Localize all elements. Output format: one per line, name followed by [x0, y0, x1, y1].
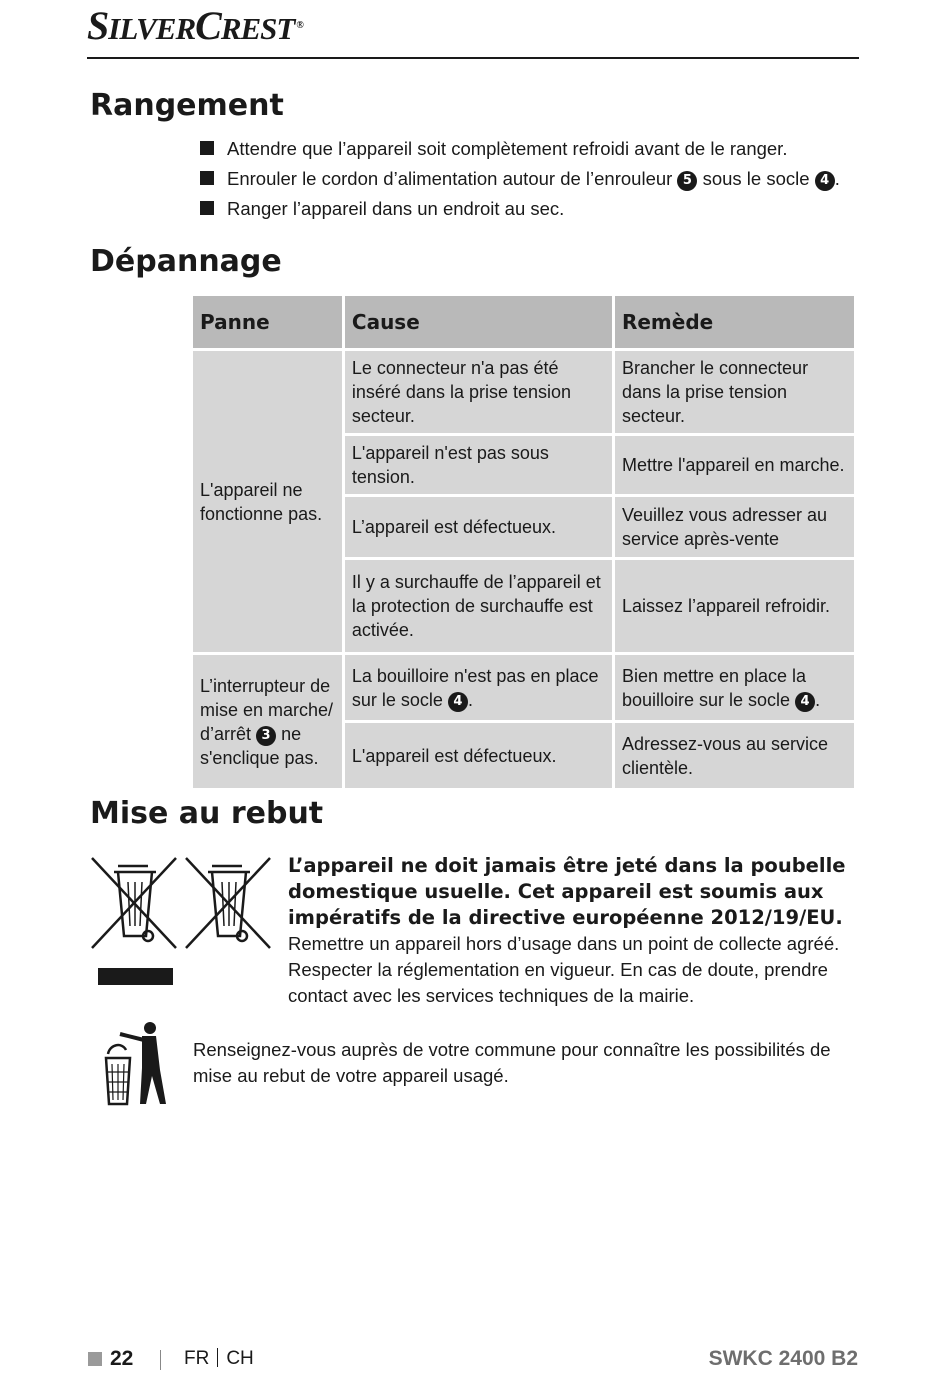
storage-item: Attendre que l’appareil soit complètement refroidi avant de le ranger.: [198, 136, 858, 166]
table-row: [193, 655, 854, 720]
cause-cell: L’appareil est défectueux.: [345, 497, 612, 557]
number-3-badge: 3: [256, 726, 276, 746]
number-4-badge: 4: [795, 692, 815, 712]
panne-cell: L'appareil ne fonctionne pas.: [193, 351, 342, 652]
crossed-bin-icons: [88, 856, 278, 990]
model-number: SWKC 2400 B2: [708, 1347, 858, 1370]
section-title-depannage: Dépannage: [90, 244, 282, 279]
page-number: 22: [110, 1347, 134, 1370]
cause-cell: Il y a surchauffe de l’appareil et la protection de surchauffe est activée.: [345, 560, 612, 652]
cause-cell: L'appareil est défectueux.: [345, 723, 612, 788]
header-remede: Remède: [615, 296, 854, 348]
number-5-badge: 5: [677, 171, 697, 191]
disposal-warning: L’appareil ne doit jamais être jeté dans la poubelle domestique usuelle. Cet appareil est soumis aux impératifs de la directive européenne 2012/19/EU.: [288, 854, 846, 929]
section-title-mise-au-rebut: Mise au rebut: [90, 796, 324, 831]
silvercrest-logo: SILVERCREST ®: [87, 3, 303, 48]
table-row: [193, 351, 854, 433]
panne-cell: L’interrupteur de mise en marche/ d’arrêt 3 ne s'enclique pas.: [193, 655, 342, 788]
remede-cell: Brancher le connecteur dans la prise tension secteur.: [615, 351, 854, 433]
cause-cell: L'appareil n'est pas sous tension.: [345, 436, 612, 494]
storage-item: Ranger l’appareil dans un endroit au sec.: [198, 196, 858, 226]
cause-cell: Le connecteur n'a pas été inséré dans la prise tension secteur.: [345, 351, 612, 433]
storage-list: [198, 136, 858, 226]
footer-divider: [160, 1350, 161, 1370]
language-codes: FR CH: [184, 1348, 254, 1369]
section-title-rangement: Rangement: [90, 88, 284, 123]
number-4-badge: 4: [448, 692, 468, 712]
number-4-badge: 4: [815, 171, 835, 191]
disposal-text: Remettre un appareil hors d’usage dans un point de collecte agréé. Respecter la réglementation en vigueur. En cas de doute, prendre contact avec les services techniques de la mairie.: [288, 933, 840, 1006]
footer-square-icon: [88, 1352, 102, 1366]
storage-item: Enrouler le cordon d’alimentation autour de l’enrouleur 5 sous le socle 4 .: [198, 166, 858, 196]
header-panne: Panne: [193, 296, 342, 348]
header-rule: [87, 57, 859, 59]
header-cause: Cause: [345, 296, 612, 348]
troubleshooting-table: [190, 293, 857, 791]
remede-cell: Bien mettre en place la bouilloire sur le socle 4 .: [615, 655, 854, 720]
remede-cell: Veuillez vous adresser au service après-vente: [615, 497, 854, 557]
crossed-bin-icon: [92, 858, 176, 948]
commune-info-text: Renseignez-vous auprès de votre commune pour connaître les possibilités de mise au rebut de votre appareil usagé.: [193, 1039, 831, 1086]
cause-cell: La bouilloire n'est pas en place sur le socle 4 .: [345, 655, 612, 720]
remede-cell: Laissez l’appareil refroidir.: [615, 560, 854, 652]
remede-cell: Mettre l'appareil en marche.: [615, 436, 854, 494]
remede-cell: Adressez-vous au service clientèle.: [615, 723, 854, 788]
weee-black-bar: [98, 968, 173, 985]
tidyman-icon: [100, 1020, 170, 1108]
crossed-bin-icon: [186, 858, 270, 948]
